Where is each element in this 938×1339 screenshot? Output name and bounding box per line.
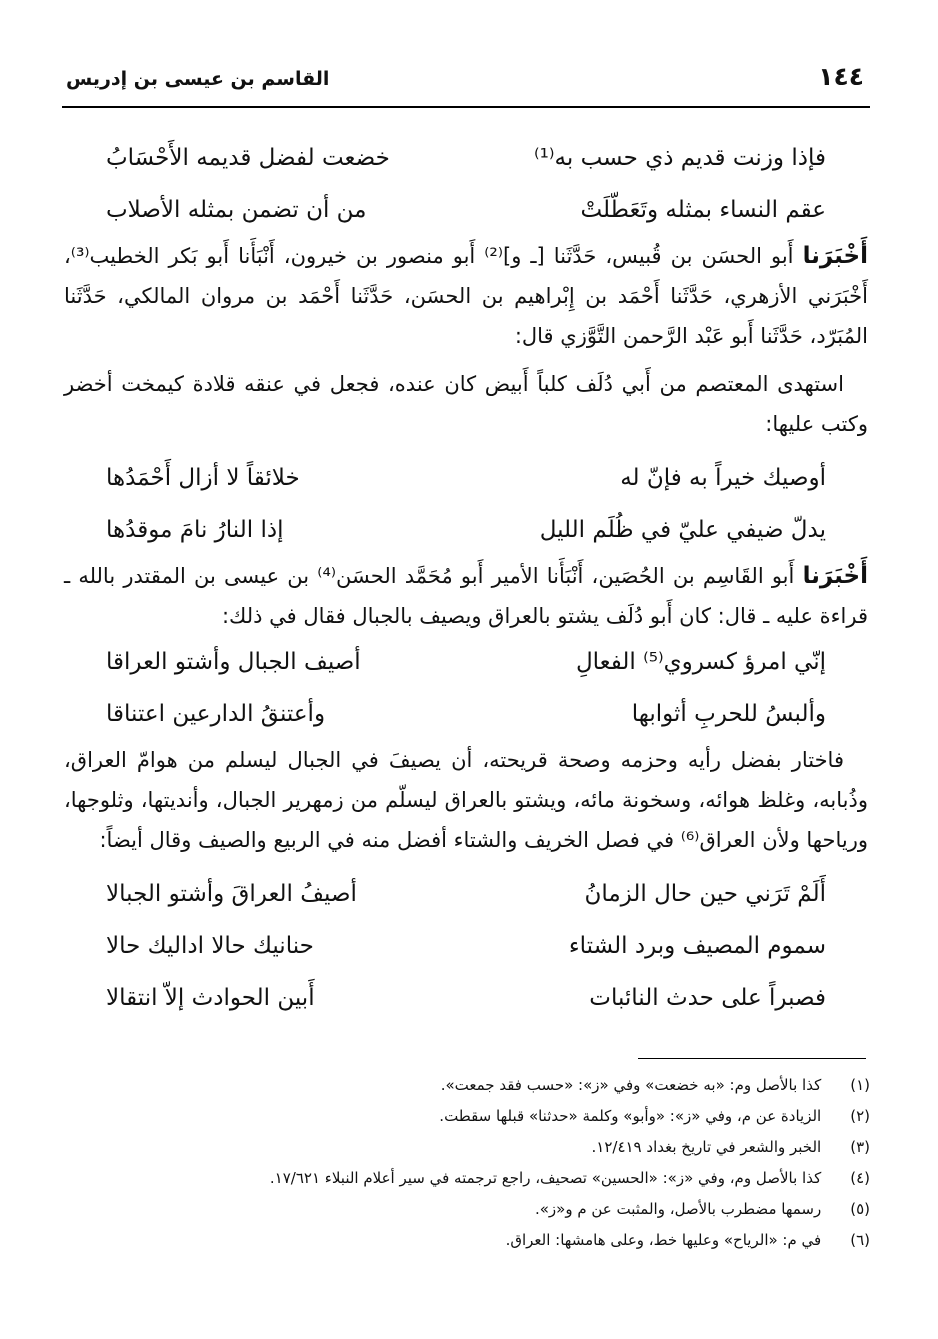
- paragraph-text: استهدى المعتصم من أَبي دُلَف كلباً أَبيض كان عنده، فجعل في عنقه قلادة كيمخت أخضر وكتب عليها:: [64, 372, 868, 436]
- footnote-text: كذا بالأصل وم، وفي «ز»: «الحسين» تصحيف، راجع ترجمته في سير أعلام النبلاء ١٧/٦٢١.: [269, 1169, 822, 1187]
- verse-line: [64, 972, 868, 1024]
- paragraph-text: أَبو القَاسِم بن الحُصَين، أَنْبَأَنا الأمير أَبو مُحَمَّد الحسَن⁽⁴⁾ بن عيسى بن المقتدر بالله ـ قراءة عليه ـ قال: كان أَبو دُلَف يشتو بالعراق ويصيف بالجبال فقال في ذلك:: [64, 564, 868, 628]
- footnote-text: في م: «الرياح» وعليها خط، وعلى هامشها: العراق.: [505, 1231, 822, 1249]
- footnote-text: رسمها مضطرب بالأصل، والمثبت عن م و«ز».: [534, 1200, 822, 1218]
- verse-line: [64, 452, 868, 504]
- verse-first-hemistich: أوصيك خيراً به فإنّ له: [620, 465, 826, 491]
- verse-line: [64, 868, 868, 920]
- footnotes: [64, 1070, 870, 1256]
- footnote: [64, 1225, 870, 1256]
- running-title: القاسم بن عيسى بن إدريس: [66, 68, 330, 90]
- akhbarana-lead: أَخْبَرَنا: [802, 563, 868, 589]
- verse-line: [64, 920, 868, 972]
- verse-line: [64, 636, 868, 688]
- isnad-paragraph: [64, 556, 868, 636]
- verse-first-hemistich: عقم النساء بمثله وتَعَطّلَتْ: [580, 197, 826, 223]
- footnote-number: (٤): [850, 1169, 870, 1187]
- verse-second-hemistich: خلائقاً لا أزال أَحْمَدُها: [106, 465, 300, 491]
- verse-first-hemistich: يدلّ ضيفي عليّ في ظُلَم الليل: [539, 517, 826, 543]
- akhbarana-lead: أَخْبَرَنا: [802, 243, 868, 269]
- verse-second-hemistich: أَبين الحوادث إلاّ انتقالا: [106, 985, 315, 1011]
- verse-first-hemistich: فإذا وزنت قديم ذي حسب به⁽¹⁾: [533, 145, 826, 171]
- verse-first-hemistich: وألبسُ للحربِ أثوابها: [631, 701, 826, 727]
- verse-second-hemistich: حنانيك حالا اداليك حالا: [106, 933, 314, 959]
- paragraph-text: فاختار بفضل رأيه وحزمه وصحة قريحته، أن يصيفَ في الجبال ليسلم من هوامّ العراق، وذُبابه، وغلظ هوائه، وسخونة مائه، ويشتو بالعراق ليسلّم من زمهرير الجبال، وأنديتها، وثلوجها، ورياحها ولأن العراق⁽⁶⁾ في فصل الخريف والشتاء أفضل منه في الربيع والصيف وقال أيضاً:: [64, 748, 868, 852]
- verse-second-hemistich: إذا النارُ نامَ موقدُها: [106, 517, 284, 543]
- footnote-number: (١): [850, 1076, 870, 1094]
- verse-second-hemistich: أصيفُ العراقَ وأشتو الجبالا: [106, 881, 357, 907]
- verse-line: [64, 132, 868, 184]
- verse-first-hemistich: فصبراً على حدث النائبات: [589, 985, 826, 1011]
- main-text: [64, 132, 868, 1024]
- footnote: [64, 1163, 870, 1194]
- footnote: [64, 1070, 870, 1101]
- footnote-number: (٦): [850, 1231, 870, 1249]
- verse-first-hemistich: سموم المصيف وبرد الشتاء: [568, 933, 826, 959]
- footnote-text: الزيادة عن م، وفي «ز»: «وأبو» وكلمة «حدثنا» قبلها سقطت.: [439, 1107, 822, 1125]
- footnote-number: (٣): [850, 1138, 870, 1156]
- verse-line: [64, 184, 868, 236]
- footnote: [64, 1194, 870, 1225]
- narrative-paragraph: [64, 364, 868, 444]
- page-header: [62, 58, 870, 108]
- page-number: ١٤٤: [818, 62, 864, 91]
- footnote-text: الخبر والشعر في تاريخ بغداد ١٢/٤١٩.: [591, 1138, 822, 1156]
- verse-first-hemistich: أَلَمْ تَرَني حين حال الزمانُ: [584, 881, 826, 907]
- verse-line: [64, 688, 868, 740]
- footnote-number: (٢): [850, 1107, 870, 1125]
- isnad-paragraph: [64, 236, 868, 356]
- footnote: [64, 1101, 870, 1132]
- verse-second-hemistich: وأعتنقُ الدارعين اعتناقا: [106, 701, 326, 727]
- verse-first-hemistich: إنّي امرؤ كسروي⁽⁵⁾ الفعالِ: [575, 649, 826, 675]
- footnote-number: (٥): [850, 1200, 870, 1218]
- verse-second-hemistich: أصيف الجبال وأشتو العراقا: [106, 649, 361, 675]
- footnote-separator: [638, 1058, 866, 1059]
- footnote-text: كذا بالأصل وم: «به خضعت» وفي «ز»: «حسب فقد جمعت».: [440, 1076, 822, 1094]
- footnote: [64, 1132, 870, 1163]
- paragraph-text: أَبو الحسَن بن قُبيس، حَدَّثَنا [ـ و]⁽²⁾ أَبو منصور بن خيرون، أَنْبَأَنا أَبو بَكر الخطيب⁽³⁾، أَخْبَرَني الأزهري، حَدَّثَنا أَحْمَد بن إِبْراهيم بن الحسَن، حَدَّثَنا أَحْمَد بن مروان المالكي، حَدَّثَنا المُبَرّد، حَدَّثَنا أَبو عَبْد الرَّحمن التَّوَّزي قال:: [64, 244, 868, 348]
- verse-line: [64, 504, 868, 556]
- narrative-paragraph: [64, 740, 868, 860]
- verse-second-hemistich: خضعت لفضل قديمه الأَحْسَابُ: [106, 145, 390, 171]
- verse-second-hemistich: من أن تضمن بمثله الأصلاب: [106, 197, 367, 223]
